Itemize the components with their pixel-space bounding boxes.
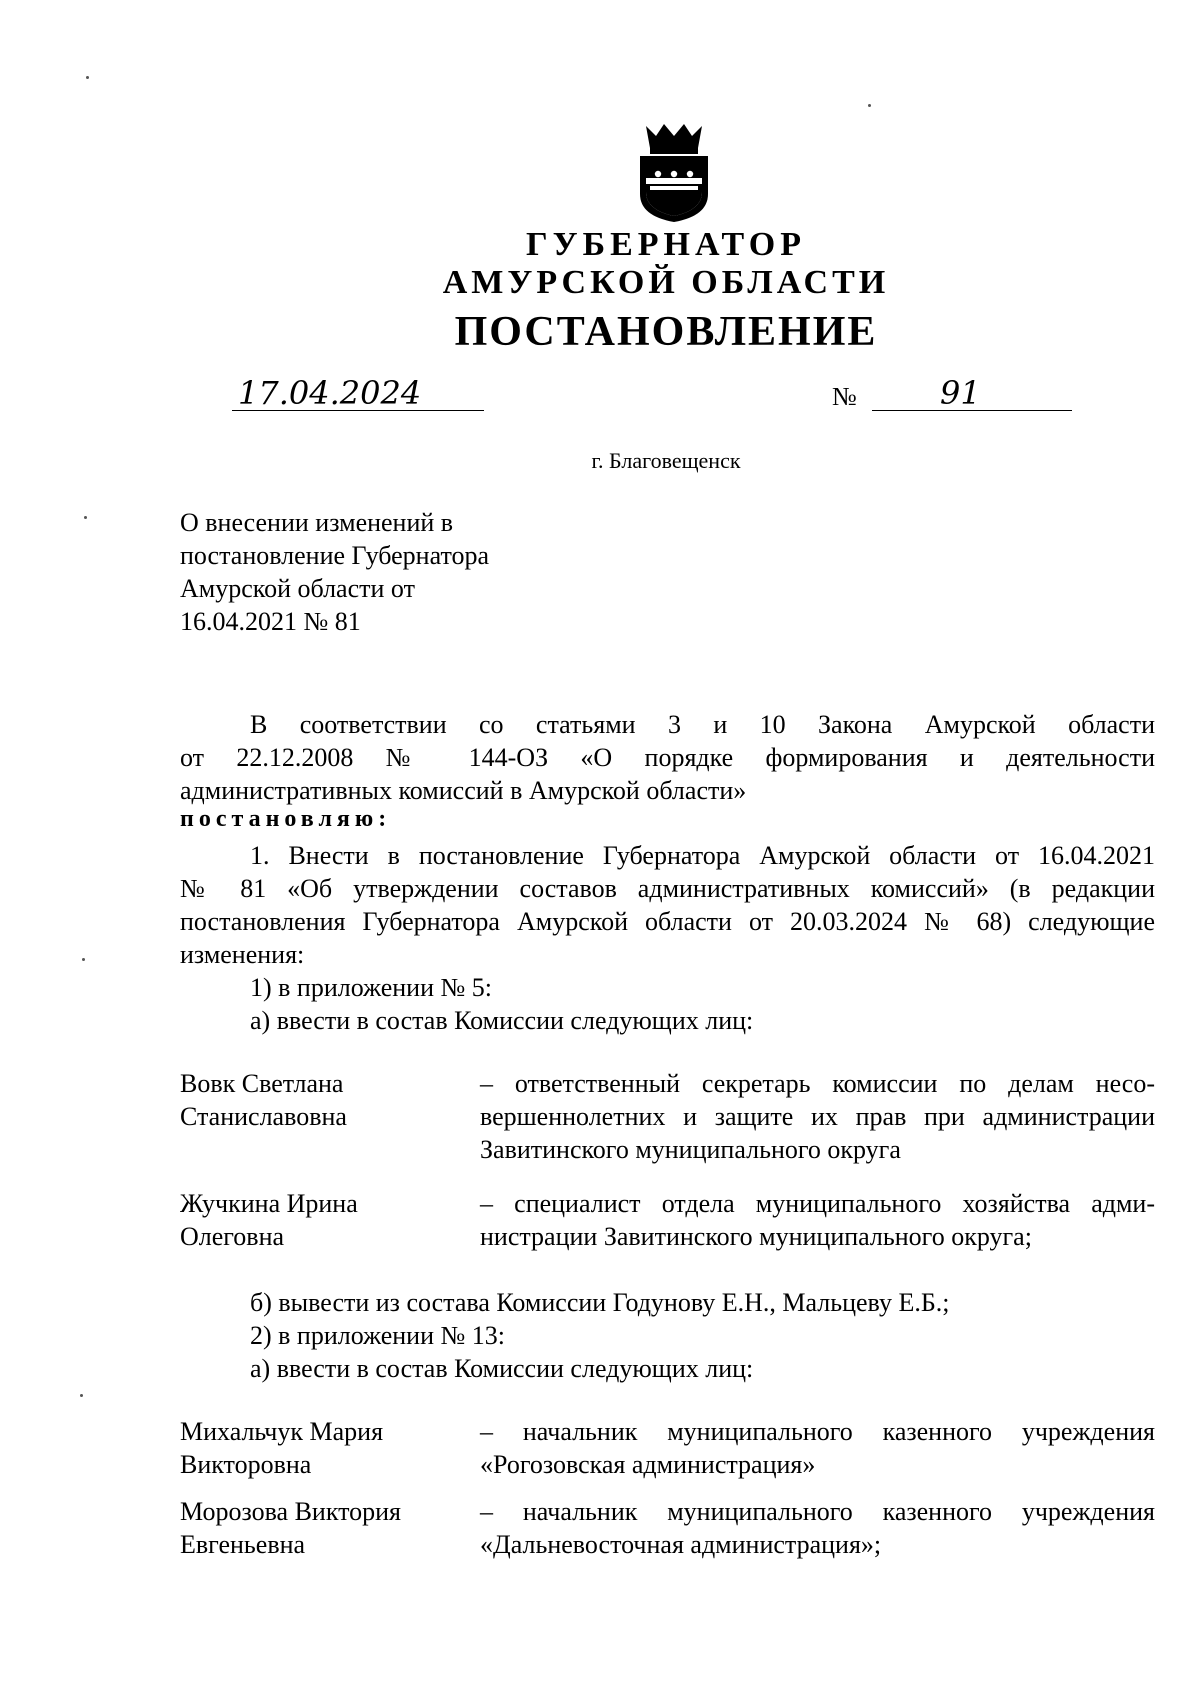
subject-line: Амурской области от xyxy=(180,574,415,603)
scan-speck xyxy=(84,516,87,519)
person-description xyxy=(480,1495,1155,1561)
person-patronymic-line: Станиславовна xyxy=(180,1102,347,1131)
preamble-line: административных комиссий в Амурской области» xyxy=(180,776,747,805)
clause-line: постановления Губернатора Амурской области от 20.03.2024 № 68) следующие xyxy=(180,907,1155,936)
preamble-line: В соответствии со статьями 3 и 10 Закона Амурской области xyxy=(250,710,1155,739)
date-underline xyxy=(232,410,484,411)
scan-speck xyxy=(80,1394,83,1397)
person-patronymic-line: Викторовна xyxy=(180,1450,312,1479)
subclause-1a: а) ввести в состав Комиссии следующих лиц: xyxy=(250,1006,754,1035)
person-surname-line: Михальчук Мария xyxy=(180,1417,384,1446)
clause-line: изменения: xyxy=(180,940,305,969)
person-surname-line: Жучкина Ирина xyxy=(180,1189,358,1218)
city-label: г. Благовещенск xyxy=(591,448,741,473)
subject-line: О внесении изменений в xyxy=(180,508,454,537)
scan-speck xyxy=(86,76,89,79)
person-surname-line: Морозова Виктория xyxy=(180,1497,401,1526)
description-line: – специалист отдела муниципального хозяйства адми- xyxy=(480,1189,1155,1218)
person-description xyxy=(480,1067,1155,1166)
person-name xyxy=(180,1495,470,1561)
scan-speck xyxy=(868,104,871,107)
description-line: – ответственный секретарь комиссии по делам несо- xyxy=(480,1069,1155,1098)
document-type-title: ПОСТАНОВЛЕНИЕ xyxy=(454,309,878,355)
document-number: 91 xyxy=(940,374,981,412)
description-line: – начальник муниципального казенного учреждения xyxy=(480,1417,1155,1446)
person-patronymic-line: Евгеньевна xyxy=(180,1530,306,1559)
header-title-governor: ГУБЕРНАТОР xyxy=(526,226,806,263)
subject-line: 16.04.2021 № 81 xyxy=(180,607,361,636)
person-name xyxy=(180,1415,470,1481)
clause-1-paragraph xyxy=(180,839,1155,971)
resolve-word: постановляю: xyxy=(180,806,392,832)
document-date: 17.04.2024 xyxy=(238,374,422,412)
subclause-1: 1) в приложении № 5: xyxy=(250,973,493,1002)
clause-line: № 81 «Об утверждении составов административных комиссий» (в редакции xyxy=(180,874,1155,903)
person-name xyxy=(180,1187,470,1253)
preamble-paragraph xyxy=(180,708,1155,807)
number-label: № xyxy=(832,382,857,411)
subclause-2a: а) ввести в состав Комиссии следующих лиц: xyxy=(250,1354,754,1383)
subject-line: постановление Губернатора xyxy=(180,541,490,570)
coat-of-arms-emblem xyxy=(632,120,716,224)
description-line: Завитинского муниципального округа xyxy=(480,1135,901,1164)
subclause-1b: б) вывести из состава Комиссии Годунову Е.Н., Мальцеву Е.Б.; xyxy=(250,1288,950,1317)
header-title-region: АМУРСКОЙ ОБЛАСТИ xyxy=(442,264,890,301)
person-description xyxy=(480,1187,1155,1253)
description-line: нистрации Завитинского муниципального округа; xyxy=(480,1222,1032,1251)
clause-line: 1. Внести в постановление Губернатора Амурской области от 16.04.2021 xyxy=(250,841,1155,870)
description-line: «Рогозовская администрация» xyxy=(480,1450,816,1479)
scan-speck xyxy=(82,958,85,961)
description-line: «Дальневосточная администрация»; xyxy=(480,1530,882,1559)
subclause-2: 2) в приложении № 13: xyxy=(250,1321,506,1350)
preamble-line: от 22.12.2008 № 144-ОЗ «О порядке формирования и деятельности xyxy=(180,743,1155,772)
person-description xyxy=(480,1415,1155,1481)
description-line: – начальник муниципального казенного учреждения xyxy=(480,1497,1155,1526)
person-name xyxy=(180,1067,470,1133)
person-surname-line: Вовк Светлана xyxy=(180,1069,344,1098)
subject-block xyxy=(180,506,489,638)
person-patronymic-line: Олеговна xyxy=(180,1222,285,1251)
description-line: вершеннолетних и защите их прав при администрации xyxy=(480,1102,1155,1131)
